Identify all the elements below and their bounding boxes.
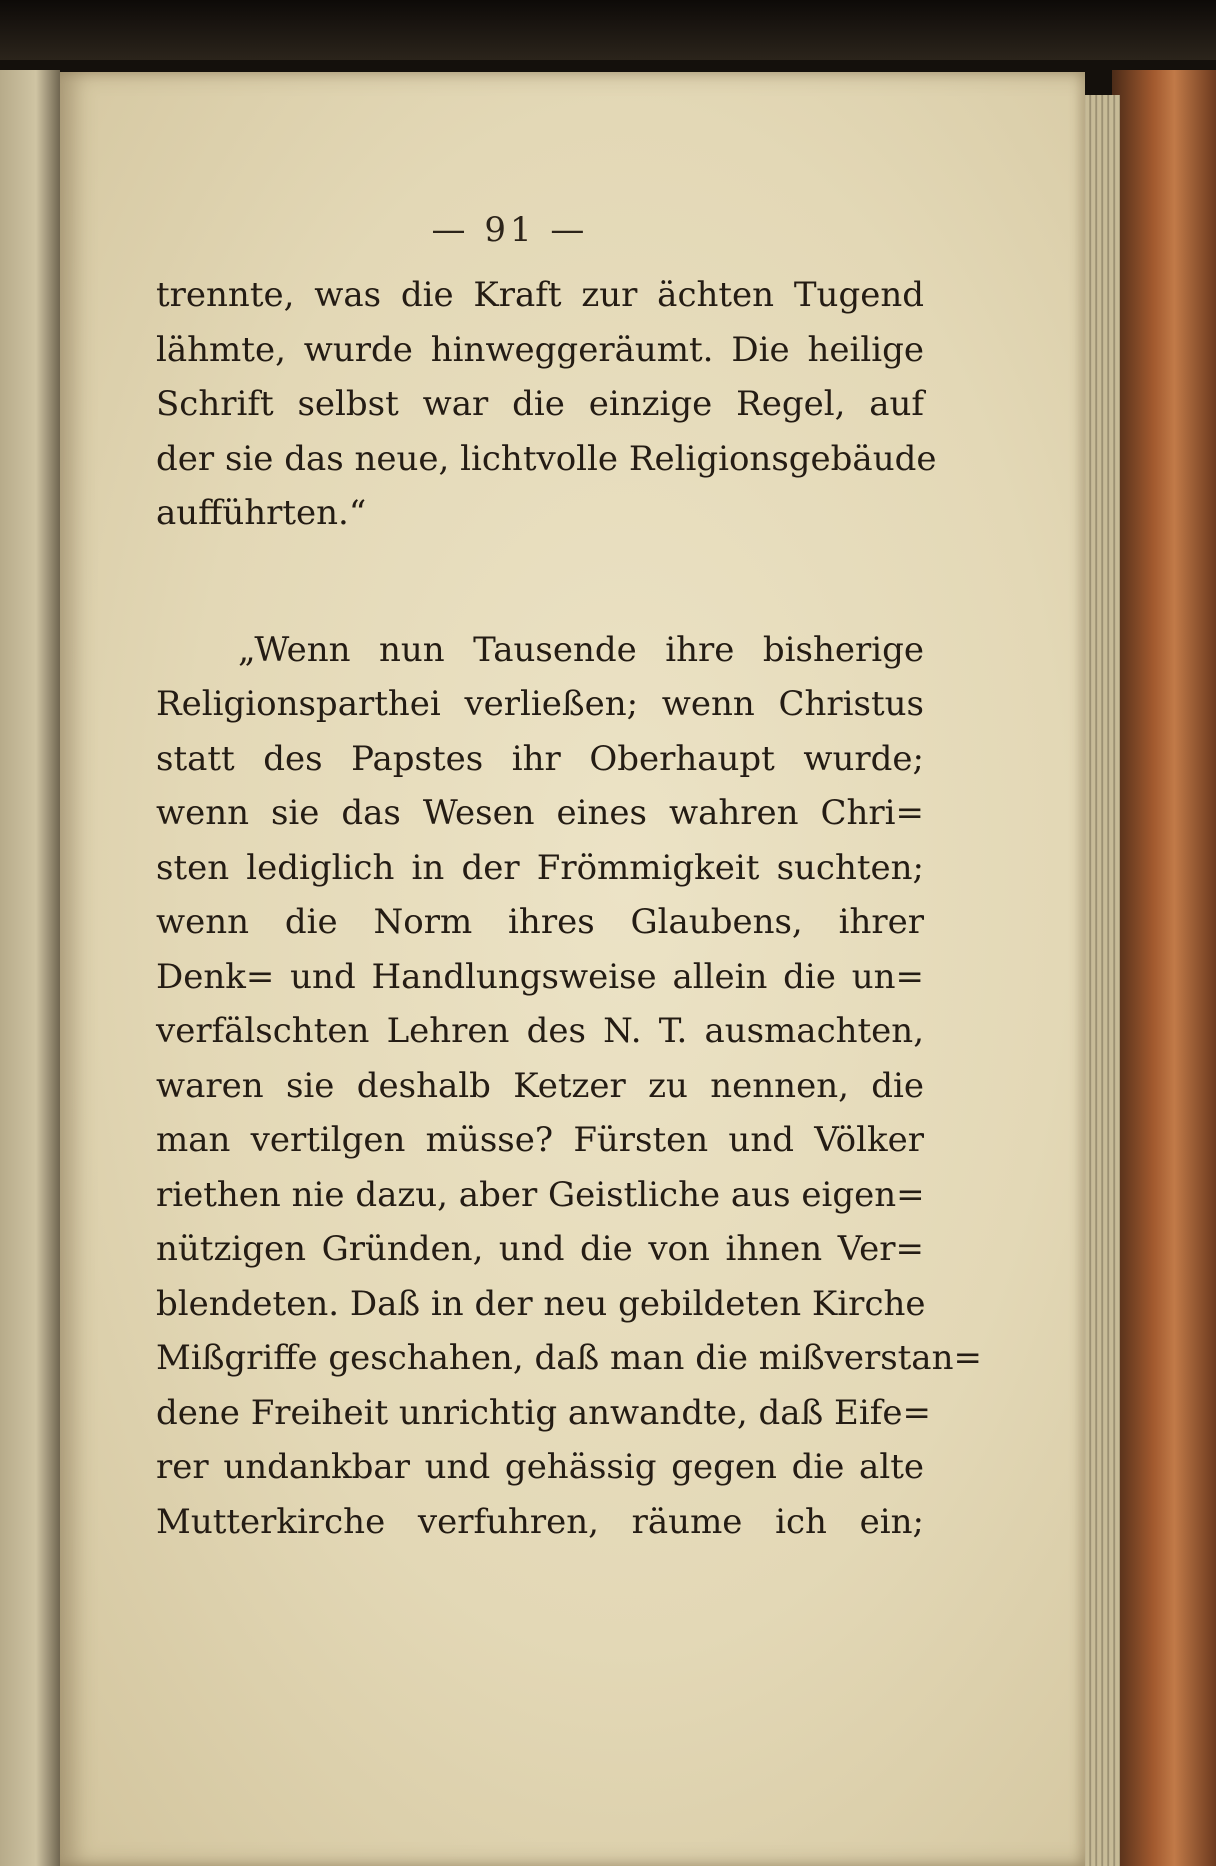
text-line: aufführten.“ [156,493,367,533]
text-line: statt des Papstes ihr Oberhaupt wurde; [156,738,924,779]
text-line: verfälschten Lehren des N. T. ausmachten, [156,1011,924,1051]
page-text [156,268,982,1549]
page-edges [1080,95,1120,1866]
text-line: rer undankbar und gehässig gegen die alte [156,1447,924,1487]
text-line: sten lediglich in der Frömmigkeit suchten; [156,847,924,888]
text-line: Mutterkirche verfuhren, räume ich ein; [156,1501,924,1542]
text-line: waren sie deshalb Ketzer zu nennen, die [156,1065,924,1106]
text-line: Religionsparthei verließen; wenn Christus [156,684,924,724]
text-line: Mißgriffe geschahen, daß man die mißverstan= [156,1338,982,1378]
text-line: man vertilgen müsse? Fürsten und Völker [156,1120,924,1160]
leather-cover [1112,70,1216,1866]
text-line: riethen nie dazu, aber Geistliche aus eigen= [156,1174,925,1215]
text-line: der sie das neue, lichtvolle Religionsgebäude [156,438,937,479]
paragraph-gap [156,541,924,623]
left-page-edge [0,70,60,1866]
text-line: Schrift selbst war die einzige Regel, auf [156,384,924,424]
text-line: nützigen Gründen, und die von ihnen Ver= [156,1229,924,1269]
text-line: trennte, was die Kraft zur ächten Tugend [156,275,924,315]
text-line: „Wenn nun Tausende ihre bisherige [238,629,924,670]
text-line: wenn sie das Wesen eines wahren Chri= [156,793,924,833]
text-line: dene Freiheit unrichtig anwandte, daß Eife= [156,1392,931,1433]
book-binding-top [0,0,1216,60]
text-line: lähmte, wurde hinweggeräumt. Die heilige [156,329,924,370]
page-number: — 91 — [431,210,589,250]
text-line: wenn die Norm ihres Glaubens, ihrer [156,902,924,942]
text-line: Denk= und Handlungsweise allein die un= [156,956,924,997]
text-line: blendeten. Daß in der neu gebildeten Kirche [156,1283,926,1324]
